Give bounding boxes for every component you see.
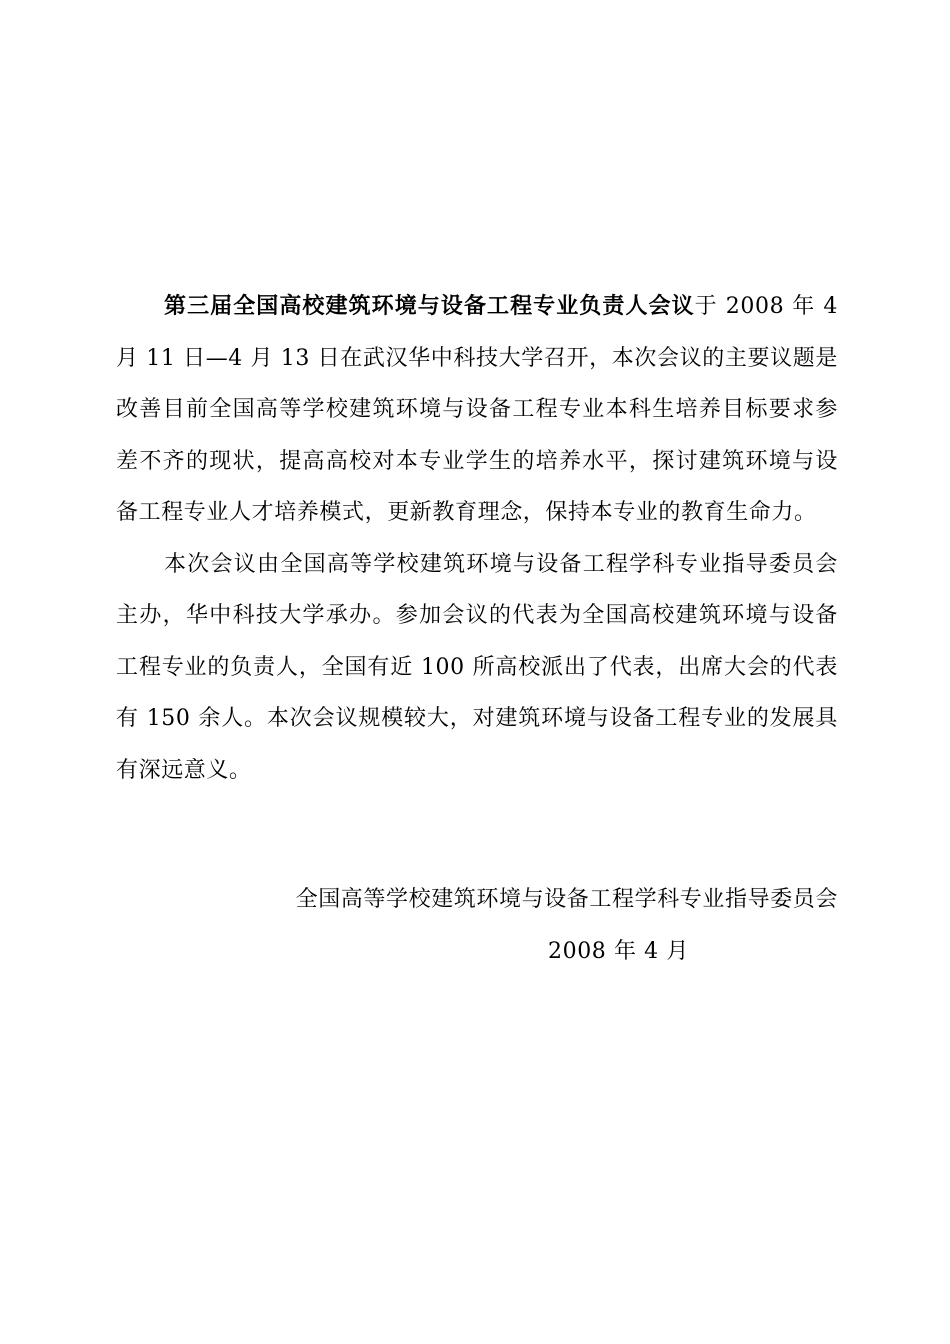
meeting-title: 第三届全国高校建筑环境与设备工程专业负责人会议: [164, 293, 695, 319]
signature-date: 2008 年 4 月: [548, 938, 689, 964]
signature-block: [116, 874, 838, 977]
paragraph-meeting-intro: [116, 281, 838, 539]
meeting-intro-text: 于 2008 年 4 月 11 日—4 月 13 日在武汉华中科技大学召开，本次会议的主要议题是改善目前全国高等学校建筑环境与设备工程专业本科生培养目标要求参差不齐的现状，提高高校对本专业学生的培养水平，探讨建筑环境与设备工程专业人才培养模式，更新教育理念，保持本专业的教育生命力。: [116, 294, 838, 525]
signature-organization: 全国高等学校建筑环境与设备工程学科专业指导委员会: [295, 887, 838, 912]
paragraph-meeting-organizers: [116, 539, 838, 797]
meeting-organizers-text: 本次会议由全国高等学校建筑环境与设备工程学科专业指导委员会主办，华中科技大学承办。参加会议的代表为全国高校建筑环境与设备工程专业的负责人，全国有近 100 所高校派出了代表，出席大会的代表有 150 余人。本次会议规模较大，对建筑环境与设备工程专业的发展具有深远意义。: [116, 551, 838, 783]
document-body: [116, 281, 838, 796]
